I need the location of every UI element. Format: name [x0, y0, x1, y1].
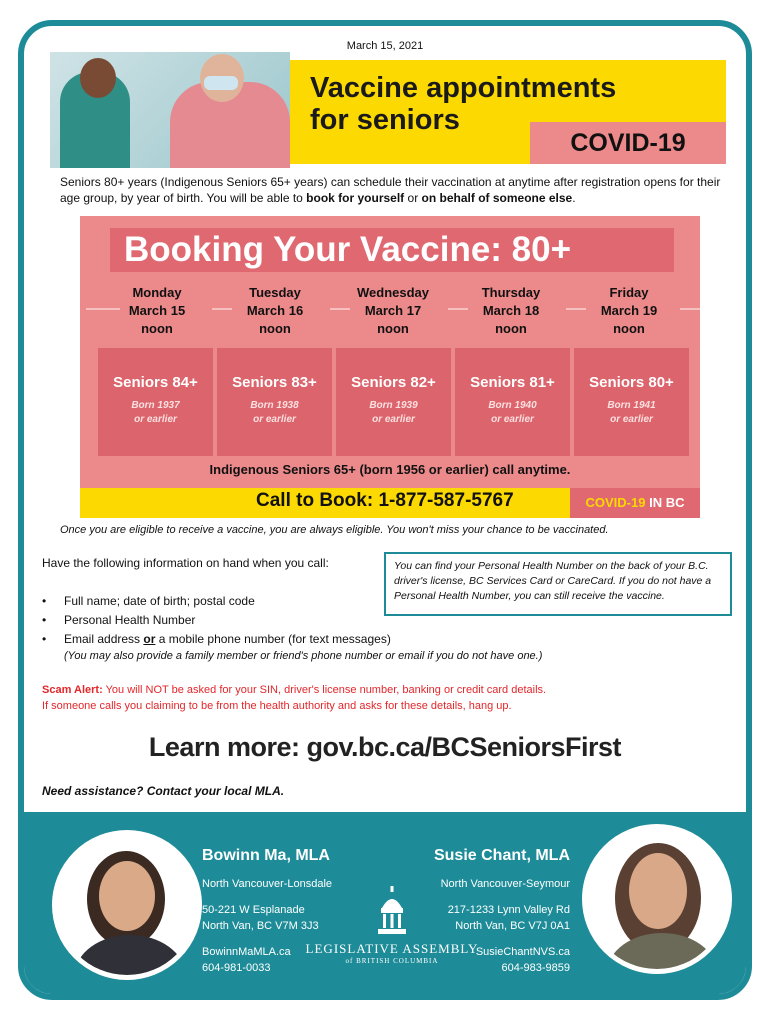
list-item: • Email address or a mobile phone number (for text messages)	[42, 630, 391, 649]
scam-alert: Scam Alert: You will NOT be asked for your SIN, driver's license number, banking or credit card details. If someone calls you claiming to be from the health authority and asks for these details, hang up.	[42, 684, 547, 712]
issue-date: March 15, 2021	[346, 40, 424, 52]
legislative-assembly-logo: LEGISLATIVE ASSEMBLY of BRITISH COLUMBIA	[304, 886, 480, 965]
call-to-book-phone[interactable]: Call to Book: 1-877-587-5767	[256, 490, 514, 511]
legislature-dome-icon	[375, 886, 409, 936]
nurse-head	[80, 58, 116, 98]
mla-right-phone[interactable]: 604-983-9859	[501, 962, 570, 974]
group-box-84: Seniors 84+ Born 1937 or earlier	[98, 348, 213, 456]
mla-left-contact: Bowinn Ma, MLA North Vancouver-Lonsdale 50-221 W Esplanade North Van, BC V7M 3J3 BowinnMaMLA.ca 604-981-0033	[202, 847, 333, 974]
vaccination-photo	[50, 52, 290, 168]
covid-tag: COVID-19	[530, 122, 726, 164]
face-shape	[99, 861, 155, 931]
group-box-82: Seniors 82+ Born 1939 or earlier	[336, 348, 451, 456]
eligibility-note: Once you are eligible to receive a vaccine, you are always eligible. You won't miss your chance to be vaccinated.	[60, 524, 609, 536]
face-shape	[629, 853, 687, 929]
list-item: • Full name; date of birth; postal code	[42, 592, 391, 611]
day-column-monday: Monday March 15 noon	[128, 285, 186, 336]
group-box-83: Seniors 83+ Born 1938 or earlier	[217, 348, 332, 456]
info-list	[42, 592, 391, 649]
call-bar	[80, 488, 700, 518]
title-line-2: for seniors	[310, 104, 460, 136]
mla-left-phone[interactable]: 604-981-0033	[202, 962, 271, 974]
info-heading: Have the following information on hand when you call:	[42, 556, 329, 570]
mla-footer	[24, 812, 746, 1000]
day-column-tuesday: Tuesday March 16 noon	[246, 285, 304, 336]
title-line-1: Vaccine appointments	[310, 72, 617, 104]
covid-bc-badge: COVID-19 IN BC	[570, 488, 700, 518]
shoulders-shape	[607, 933, 717, 974]
mla-left-website[interactable]: BowinnMaMLA.ca	[202, 946, 291, 958]
learn-more-link[interactable]: Learn more: gov.bc.ca/BCSeniorsFirst	[148, 732, 622, 762]
day-column-wednesday: Wednesday March 17 noon	[356, 285, 429, 336]
flyer-frame	[18, 20, 752, 1000]
day-column-friday: Friday March 19 noon	[600, 285, 658, 336]
mla-photo-right	[582, 824, 732, 974]
booking-title: Booking Your Vaccine: 80+	[110, 228, 674, 272]
day-column-thursday: Thursday March 18 noon	[481, 285, 541, 336]
mla-right-website[interactable]: SusieChantNVS.ca	[475, 946, 570, 958]
shoulders-shape	[75, 935, 185, 980]
assistance-note: Need assistance? Contact your local MLA.	[42, 784, 285, 798]
phn-callout: You can find your Personal Health Number on the back of your B.C. driver's license, BC Services Card or CareCard. If you do not have a Personal Health Number, you can still receive the vaccine.	[384, 552, 732, 616]
list-item: • Personal Health Number	[42, 611, 391, 630]
intro-paragraph: Seniors 80+ years (Indigenous Seniors 65+ years) can schedule their vaccination at anytime after registration opens for their age group, by year of birth. You will be able to book for yourself or on behalf of someone else.	[60, 175, 721, 205]
face-mask	[204, 76, 238, 90]
group-box-80: Seniors 80+ Born 1941 or earlier	[574, 348, 689, 456]
group-box-81: Seniors 81+ Born 1940 or earlier	[455, 348, 570, 456]
indigenous-note: Indigenous Seniors 65+ (born 1956 or earlier) call anytime.	[209, 462, 571, 477]
mla-right-name: Susie Chant, MLA	[433, 847, 570, 864]
contact-aside: (You may also provide a family member or friend's phone number or email if you do not have one.)	[64, 650, 543, 662]
mla-photo-left	[52, 830, 202, 980]
mla-left-name: Bowinn Ma, MLA	[202, 847, 330, 864]
mla-right-contact: Susie Chant, MLA North Vancouver-Seymour 217-1233 Lynn Valley Rd North Van, BC V7J 0A1 SusieChantNVS.ca 604-983-9859	[430, 848, 570, 976]
